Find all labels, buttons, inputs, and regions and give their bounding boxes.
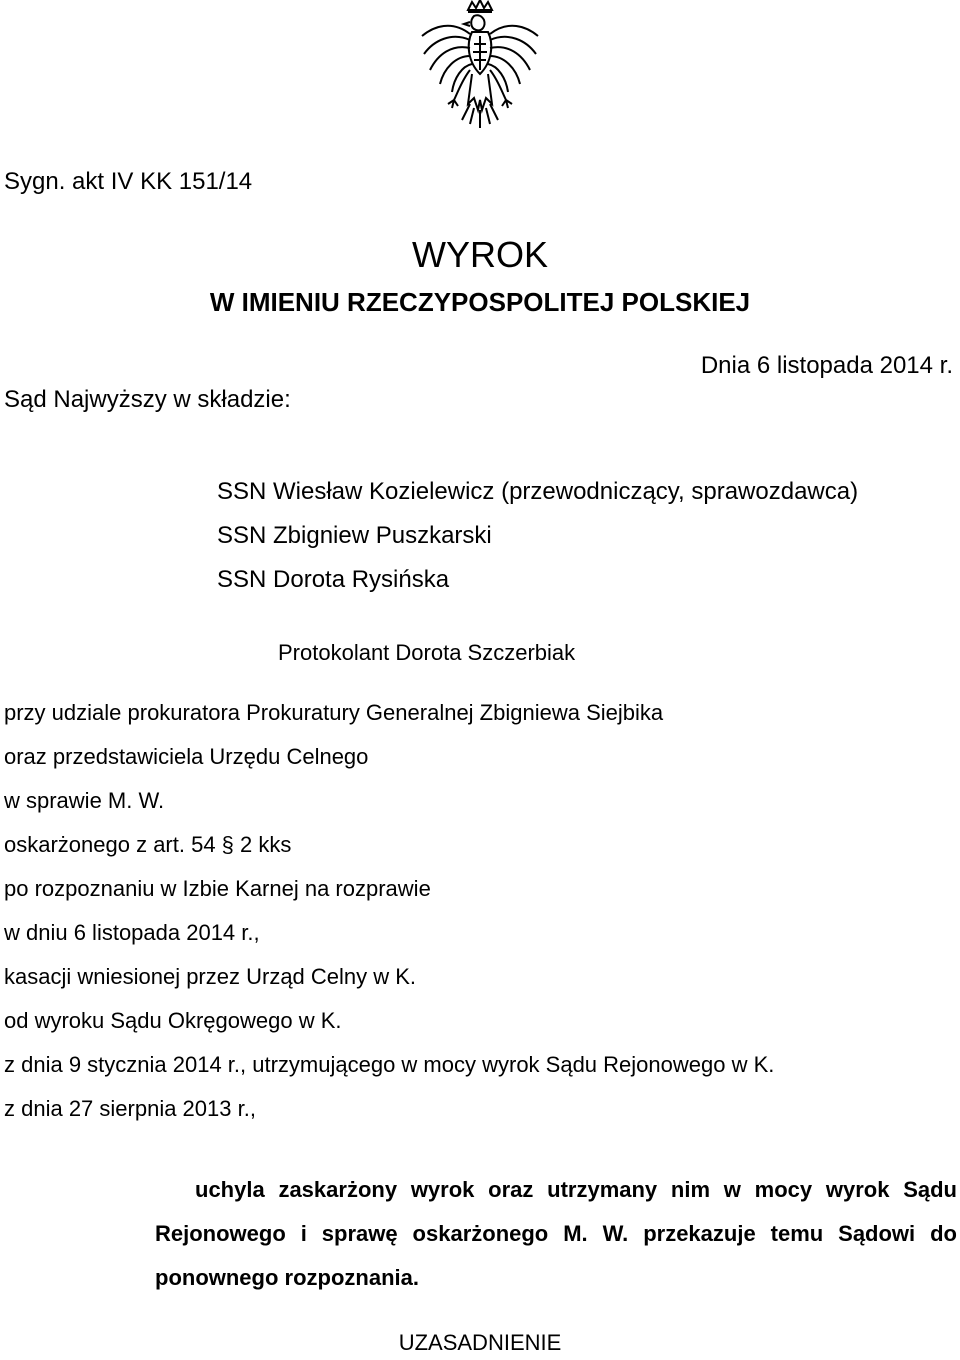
case-number: Sygn. akt IV KK 151/14 <box>4 168 253 195</box>
proceedings-line: od wyroku Sądu Okręgowego w K. <box>4 1008 342 1033</box>
proceedings-line: po rozpoznaniu w Izbie Karnej na rozprawie <box>4 876 431 901</box>
proceedings-line: z dnia 27 sierpnia 2013 r., <box>4 1096 256 1121</box>
judge-member: SSN Zbigniew Puszkarski <box>217 522 492 549</box>
document-subtitle: W IMIENIU RZECZYPOSPOLITEJ POLSKIEJ <box>209 287 751 317</box>
proceedings-line: oraz przedstawiciela Urzędu Celnego <box>4 744 369 769</box>
judge-presiding: SSN Wiesław Kozielewicz (przewodniczący, sprawozdawca) <box>217 478 859 505</box>
ruling-text: uchyla zaskarżony wyrok oraz utrzymany nim w mocy wyrok Sądu Rejonowego i sprawę oskarżonego M. W. przekazuje temu Sądowi do ponownego rozpoznania. <box>155 1177 957 1290</box>
document-title: WYROK <box>411 234 548 275</box>
reasoning-heading: UZASADNIENIE <box>398 1330 562 1355</box>
court-composition-label: Sąd Najwyższy w składzie: <box>4 386 291 413</box>
proceedings-line: kasacji wniesionej przez Urząd Celny w K. <box>4 964 417 989</box>
court-clerk: Protokolant Dorota Szczerbiak <box>278 640 576 665</box>
judge-member: SSN Dorota Rysińska <box>217 566 450 593</box>
proceedings-line: w sprawie M. W. <box>4 788 165 813</box>
proceedings-line: przy udziale prokuratora Prokuratury Generalnej Zbigniewa Siejbika <box>4 700 664 725</box>
judgment-date: Dnia 6 listopada 2014 r. <box>700 352 953 379</box>
polish-eagle-emblem-icon <box>412 0 548 132</box>
proceedings-line: z dnia 9 stycznia 2014 r., utrzymującego w mocy wyrok Sądu Rejonowego w K. <box>4 1052 775 1077</box>
proceedings-line: w dniu 6 listopada 2014 r., <box>4 920 260 945</box>
proceedings-line: oskarżonego z art. 54 § 2 kks <box>4 832 292 857</box>
